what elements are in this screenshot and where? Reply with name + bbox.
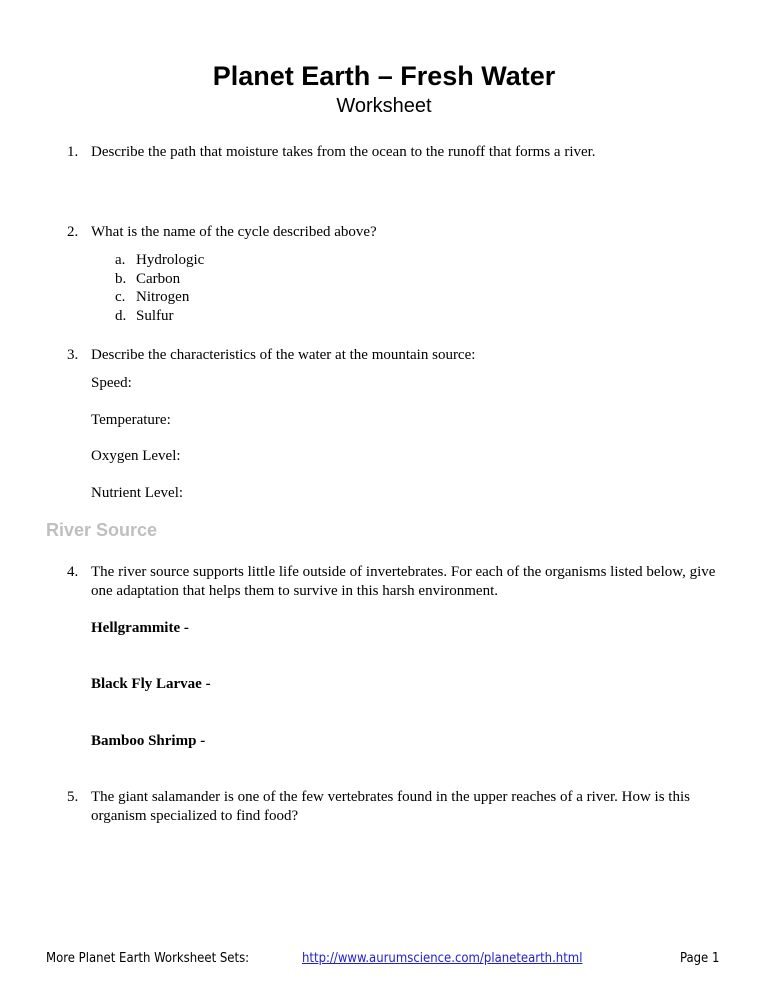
- question-number: 1.: [67, 144, 79, 160]
- question-text: Describe the path that moisture takes from the ocean to the runoff that forms a river.: [91, 144, 596, 160]
- organism-black-fly-larvae: Black Fly Larvae -: [91, 676, 211, 692]
- question-number: 5.: [67, 789, 79, 805]
- option-letter: c.: [115, 289, 126, 306]
- option-d: [115, 307, 204, 326]
- question-2: [67, 223, 727, 242]
- page-subtitle: Worksheet: [336, 95, 432, 117]
- page-number: Page 1: [680, 951, 720, 966]
- option-letter: b.: [115, 270, 127, 287]
- answer-options: [115, 251, 204, 326]
- question-1: [67, 143, 727, 162]
- organism-bamboo-shrimp: Bamboo Shrimp -: [91, 733, 206, 749]
- question-3: [67, 346, 727, 365]
- option-label: Sulfur: [136, 308, 174, 325]
- option-label: Hydrologic: [136, 252, 205, 268]
- question-text: The giant salamander is one of the few vertebrates found in the upper reaches of a river. How is this organism specialized to find food?: [91, 789, 690, 824]
- question-text: The river source supports little life outside of invertebrates. For each of the organisms listed below, give one adaptation that helps them to survive in this harsh environment.: [91, 564, 716, 599]
- question-5: [67, 788, 727, 826]
- option-letter: d.: [115, 308, 127, 325]
- footer-link[interactable]: http://www.aurumscience.com/planetearth.html: [302, 951, 583, 966]
- question-number: 3.: [67, 347, 79, 363]
- option-label: Carbon: [136, 270, 181, 287]
- question-text: Describe the characteristics of the water at the mountain source:: [91, 347, 476, 363]
- field-oxygen-level: Oxygen Level:: [91, 448, 181, 464]
- footer-label: More Planet Earth Worksheet Sets:: [46, 951, 250, 966]
- page-title: Planet Earth – Fresh Water: [212, 61, 556, 91]
- option-a: [115, 251, 204, 270]
- question-text: What is the name of the cycle described above?: [91, 224, 377, 240]
- option-c: [115, 288, 204, 307]
- option-letter: a.: [115, 252, 126, 268]
- option-label: Nitrogen: [136, 289, 190, 306]
- question-number: 4.: [67, 564, 79, 580]
- question-number: 2.: [67, 224, 79, 240]
- organism-hellgrammite: Hellgrammite -: [91, 620, 189, 636]
- field-nutrient-level: Nutrient Level:: [91, 485, 184, 501]
- section-heading: River Source: [46, 520, 158, 540]
- field-temperature: Temperature:: [91, 412, 171, 428]
- question-4: [67, 563, 727, 601]
- option-b: [115, 270, 204, 289]
- field-speed: Speed:: [91, 375, 132, 391]
